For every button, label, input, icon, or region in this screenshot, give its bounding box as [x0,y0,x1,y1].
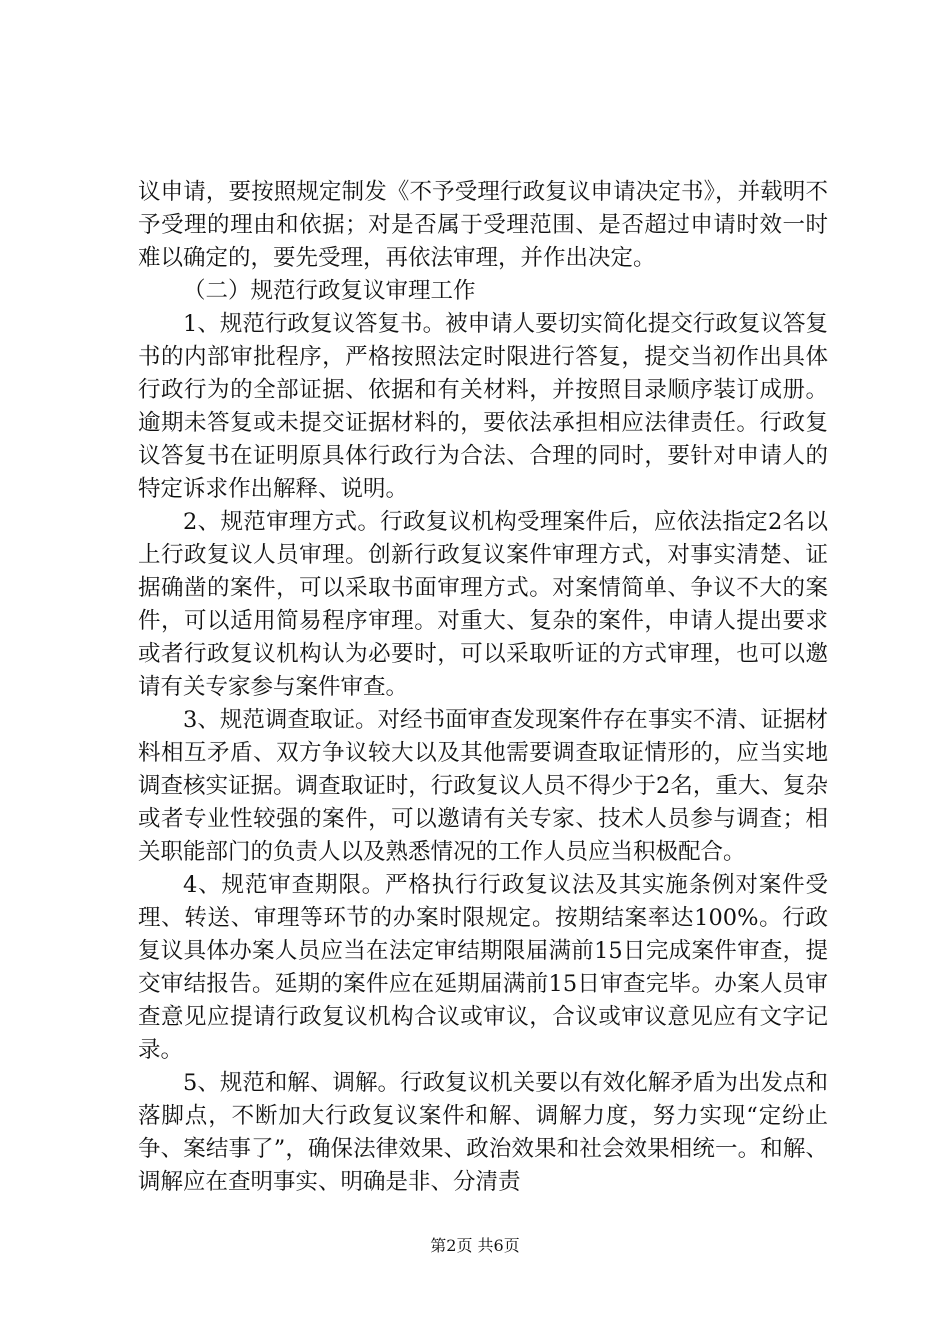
page-number-footer: 第2页 共6页 [430,1236,520,1255]
document-body [138,176,828,1199]
section-heading: （二）规范行政复议审理工作 [183,278,476,304]
paragraph-item-3: 3、规范调查取证。对经书面审查发现案件存在事实不清、证据材料相互矛盾、双方争议较大以及其他需要调查取证情形的，应当实地调查核实证据。调查取证时，行政复议人员不得少于2名，重大、复杂或者专业性较强的案件，可以邀请有关专家、技术人员参与调查；相关职能部门的负责人以及熟悉情况的工作人员应当积极配合。 [138,707,828,865]
paragraph-continuation: 议申请，要按照规定制发《不予受理行政复议申请决定书》，并载明不予受理的理由和依据；对是否属于受理范围、是否超过申请时效一时难以确定的，要先受理，再依法审理，并作出决定。 [138,179,828,271]
paragraph-item-1: 1、规范行政复议答复书。被申请人要切实简化提交行政复议答复书的内部审批程序，严格按照法定时限进行答复，提交当初作出具体行政行为的全部证据、依据和有关材料，并按照目录顺序装订成册。逾期未答复或未提交证据材料的，要依法承担相应法律责任。行政复议答复书在证明原具体行政行为合法、合理的同时，要针对申请人的特定诉求作出解释、说明。 [138,311,828,502]
paragraph-item-2: 2、规范审理方式。行政复议机构受理案件后，应依法指定2名以上行政复议人员审理。创新行政复议案件审理方式，对事实清楚、证据确凿的案件，可以采取书面审理方式。对案情简单、争议不大的案件，可以适用简易程序审理。对重大、复杂的案件，申请人提出要求或者行政复议机构认为必要时，可以采取听证的方式审理，也可以邀请有关专家参与案件审查。 [138,509,828,700]
paragraph-item-5: 5、规范和解、调解。行政复议机关要以有效化解矛盾为出发点和落脚点，不断加大行政复议案件和解、调解力度，努力实现“定纷止争、案结事了”，确保法律效果、政治效果和社会效果相统一。和解、调解应在查明事实、明确是非、分清责 [138,1070,828,1195]
paragraph-item-4: 4、规范审查期限。严格执行行政复议法及其实施条例对案件受理、转送、审理等环节的办案时限规定。按期结案率达100%。行政复议具体办案人员应当在法定审结期限届满前15日完成案件审查，提交审结报告。延期的案件应在延期届满前15日审查完毕。办案人员审查意见应提请行政复议机构合议或审议，合议或审议意见应有文字记录。 [138,872,828,1063]
